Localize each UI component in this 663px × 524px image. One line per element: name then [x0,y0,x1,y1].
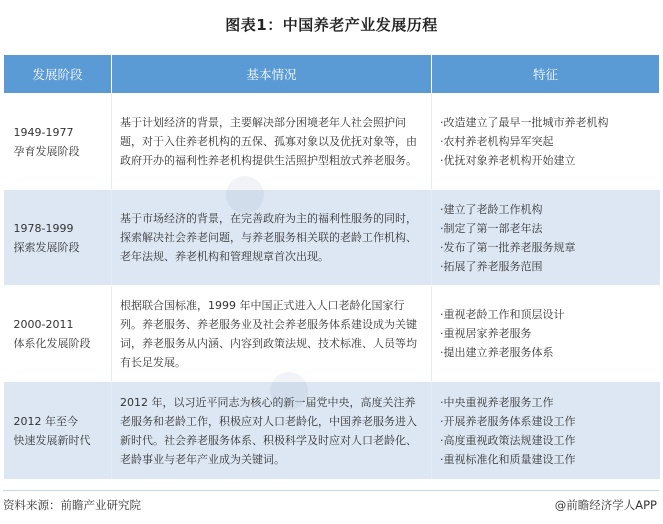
stage-cell [4,190,112,286]
stage-name: 快速发展新时代 [13,433,91,447]
feature-item: ·发布了第一批养老服务规章 [440,240,576,254]
stage-period: 1949-1977 [13,125,74,139]
stage-cell [4,382,112,480]
basic-cell: 基于计划经济的背景，主要解决部分困境老年人社会照护问题，对于入住养老机构的五保、孤寡对象以及优抚对象等，由政府开办的福利性养老机构提供生活照护型粗放式养老服务。 [112,94,432,190]
footer-divider [3,490,659,491]
features-cell [432,190,660,286]
stage-period: 1978-1999 [13,221,74,235]
development-table [3,54,660,480]
basic-cell: 根据联合国标准，1999 年中国正式进入人口老龄化国家行列。养老服务、养老服务业及社会养老服务体系建设成为关键词，养老服务从内涵、内容到政策法规、技术标准、人员等均有长足发展。 [112,286,432,382]
header-basic: 基本情况 [112,55,432,94]
table-row [4,382,660,480]
features-cell [432,382,660,480]
feature-item: ·制定了第一部老年法 [440,221,543,235]
feature-item: ·重视老龄工作和顶层设计 [440,308,565,321]
stage-cell [4,94,112,190]
features-cell [432,286,660,382]
stage-name: 探索发展阶段 [13,240,80,254]
feature-item: ·中央重视养老服务工作 [440,395,554,409]
stage-period: 2012 年至今 [13,414,78,428]
feature-item: ·重视居家养老服务 [440,327,532,340]
header-stage: 发展阶段 [4,55,112,94]
basic-cell: 基于市场经济的背景，在完善政府为主的福利性服务的同时，探索解决社会养老问题，与养老服务相关联的老龄工作机构、老年法规、养老机构和管理规章首次出现。 [112,190,432,286]
feature-item: ·高度重视政策法规建设工作 [440,433,576,447]
table-row [4,286,660,382]
stage-name: 孕育发展阶段 [13,144,80,158]
feature-item: ·建立了老龄工作机构 [440,202,543,216]
stage-cell [4,286,112,382]
table-row [4,190,660,286]
feature-item: ·优抚对象养老机构开始建立 [440,154,576,167]
source-note: 资料来源：前瞻产业研究院 [3,498,141,512]
feature-item: ·重视标准化和质量建设工作 [440,452,576,466]
basic-cell: 2012 年，以习近平同志为核心的新一届党中央，高度关注养老服务和老龄工作，积极应对人口老龄化，中国养老服务进入新时代。社会养老服务体系、积极科学及时应对人口老龄化、老龄事业与老年产业成为关键词。 [112,382,432,480]
header-features: 特征 [432,55,660,94]
feature-item: ·农村养老机构异军突起 [440,135,554,148]
feature-item: ·提出建立养老服务体系 [440,346,554,359]
stage-period: 2000-2011 [13,317,74,331]
stage-name: 体系化发展阶段 [13,336,91,350]
chart-title: 图表1：中国养老产业发展历程 [225,16,438,34]
table-row [4,94,660,190]
table-header-row [4,55,660,94]
feature-item: ·改造建立了最早一批城市养老机构 [440,116,609,129]
brand-credit: @前瞻经济学人APP [554,498,657,512]
features-cell [432,94,660,190]
feature-item: ·开展养老服务体系建设工作 [440,414,576,428]
feature-item: ·拓展了养老服务范围 [440,259,543,273]
